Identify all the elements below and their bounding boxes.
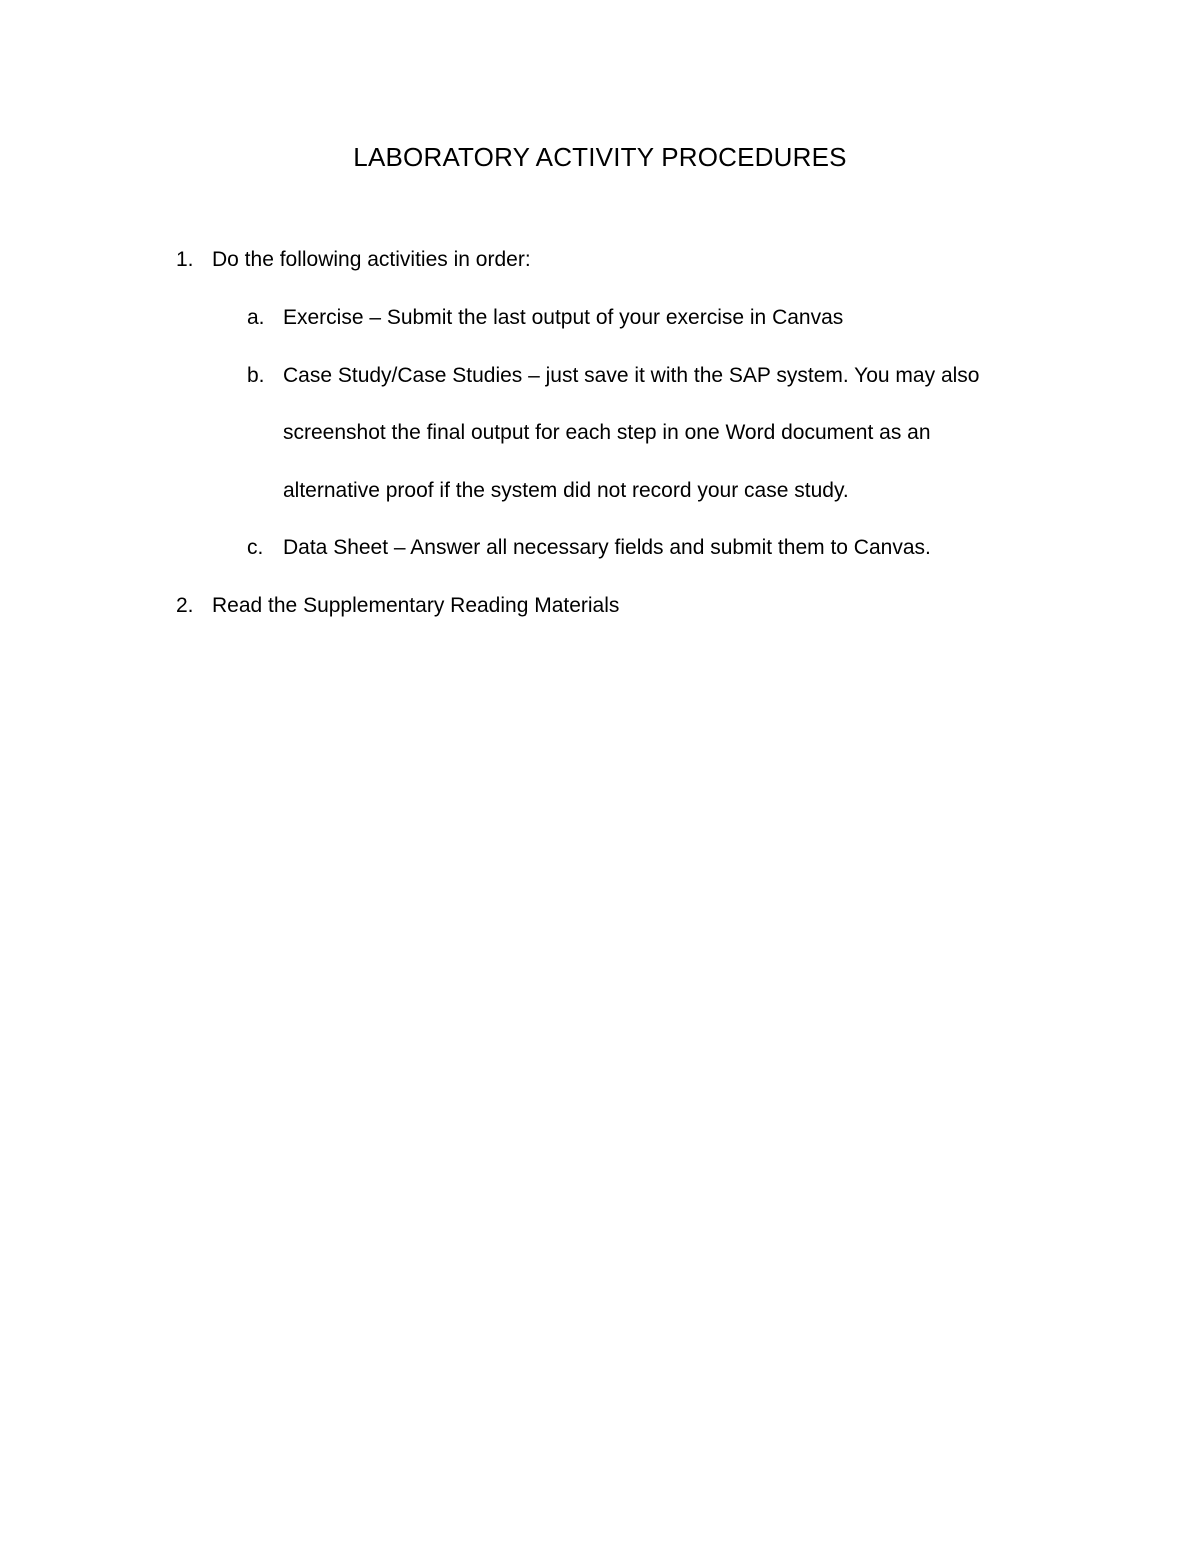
list-marker: 2. [176, 594, 194, 617]
sublist-item-text: Exercise – Submit the last output of your exercise in Canvas [283, 306, 844, 329]
sublist-item-text-line-1: Case Study/Case Studies – just save it with the SAP system. You may also [283, 364, 980, 387]
list-item-text: Read the Supplementary Reading Materials [212, 594, 620, 617]
sublist-marker: a. [247, 306, 265, 329]
sublist-marker: b. [247, 364, 265, 387]
sublist-item-text: Data Sheet – Answer all necessary fields and submit them to Canvas. [283, 536, 931, 559]
sublist-item-text-line-3: alternative proof if the system did not record your case study. [283, 479, 849, 502]
page-title: LABORATORY ACTIVITY PROCEDURES [353, 142, 847, 172]
list-marker: 1. [176, 248, 194, 271]
sublist-marker: c. [247, 536, 264, 559]
sublist-item-text-line-2: screenshot the final output for each step in one Word document as an [283, 421, 931, 444]
list-item-text: Do the following activities in order: [212, 248, 531, 271]
